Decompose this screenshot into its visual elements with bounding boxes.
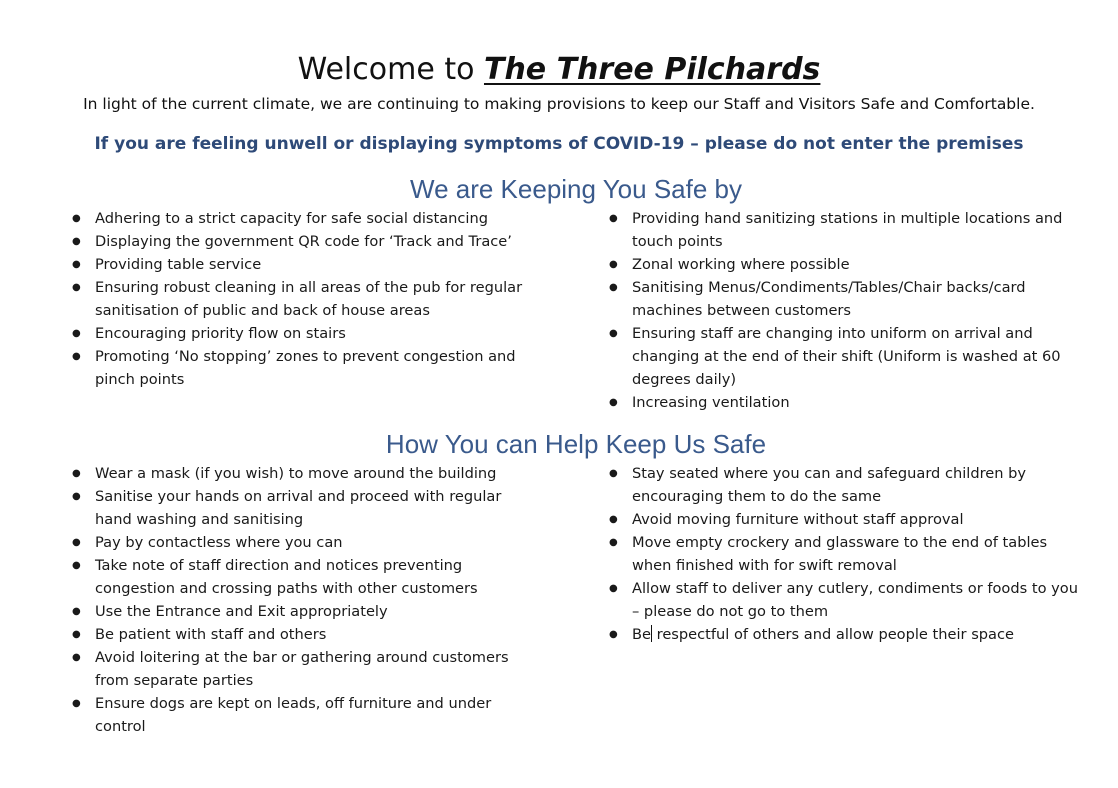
list-item-text-end: respectful of others and allow people their space bbox=[652, 626, 1015, 643]
list-item: ● Displaying the government QR code for ‘Track and Trace’ bbox=[72, 230, 527, 253]
safety-measures-list-left bbox=[72, 207, 527, 391]
section-heading-keeping-you-safe: We are Keeping You Safe by bbox=[410, 174, 742, 204]
list-item: ● Promoting ‘No stopping’ zones to prevent congestion and pinch points bbox=[72, 345, 527, 391]
venue-name: The Three Pilchards bbox=[483, 52, 821, 87]
list-item: ● Wear a mask (if you wish) to move around the building bbox=[72, 462, 527, 485]
list-item: ● Use the Entrance and Exit appropriately bbox=[72, 600, 527, 623]
list-item: ● Increasing ventilation bbox=[609, 391, 1079, 414]
list-item: ● Zonal working where possible bbox=[609, 253, 1079, 276]
list-item: ● Sanitising Menus/Condiments/Tables/Chair backs/card machines between customers bbox=[609, 276, 1079, 322]
list-item: ● Ensuring robust cleaning in all areas of the pub for regular sanitisation of public and back of house areas bbox=[72, 276, 527, 322]
page-title bbox=[0, 50, 1118, 90]
visitor-guidance-list-left bbox=[72, 462, 527, 738]
safety-measures-list-right bbox=[609, 207, 1079, 414]
intro-text: In light of the current climate, we are continuing to making provisions to keep our Staff and Visitors Safe and Comfortable. bbox=[83, 95, 1035, 113]
title-prefix: Welcome to bbox=[297, 52, 484, 87]
visitor-guidance-list-right bbox=[609, 462, 1079, 646]
list-item: ● Allow staff to deliver any cutlery, condiments or foods to you – please do not go to them bbox=[609, 577, 1079, 623]
list-item: ● Be patient with staff and others bbox=[72, 623, 527, 646]
list-item: ● Move empty crockery and glassware to the end of tables when finished with for swift removal bbox=[609, 531, 1079, 577]
list-item: ● Avoid loitering at the bar or gathering around customers from separate parties bbox=[72, 646, 527, 692]
list-item: ● Ensuring staff are changing into uniform on arrival and changing at the end of their shift (Uniform is washed at 60 degrees daily) bbox=[609, 322, 1079, 391]
list-item: ● Adhering to a strict capacity for safe social distancing bbox=[72, 207, 527, 230]
list-item: ● Providing hand sanitizing stations in multiple locations and touch points bbox=[609, 207, 1079, 253]
list-item: ● Encouraging priority flow on stairs bbox=[72, 322, 527, 345]
list-item: ● Take note of staff direction and notices preventing congestion and crossing paths with other customers bbox=[72, 554, 527, 600]
covid-warning: If you are feeling unwell or displaying symptoms of COVID-19 – please do not enter the premises bbox=[94, 134, 1024, 154]
list-item: ● Ensure dogs are kept on leads, off furniture and under control bbox=[72, 692, 527, 738]
list-item: ● Providing table service bbox=[72, 253, 527, 276]
list-item: ● Sanitise your hands on arrival and proceed with regular hand washing and sanitising bbox=[72, 485, 527, 531]
list-item-text-start: Be bbox=[632, 626, 651, 643]
list-item-with-cursor[interactable] bbox=[609, 623, 1079, 646]
section-heading-help-keep-us-safe: How You can Help Keep Us Safe bbox=[385, 429, 767, 459]
list-item: ● Avoid moving furniture without staff approval bbox=[609, 508, 1079, 531]
list-item: ● Pay by contactless where you can bbox=[72, 531, 527, 554]
list-item: ● Stay seated where you can and safeguard children by encouraging them to do the same bbox=[609, 462, 1079, 508]
